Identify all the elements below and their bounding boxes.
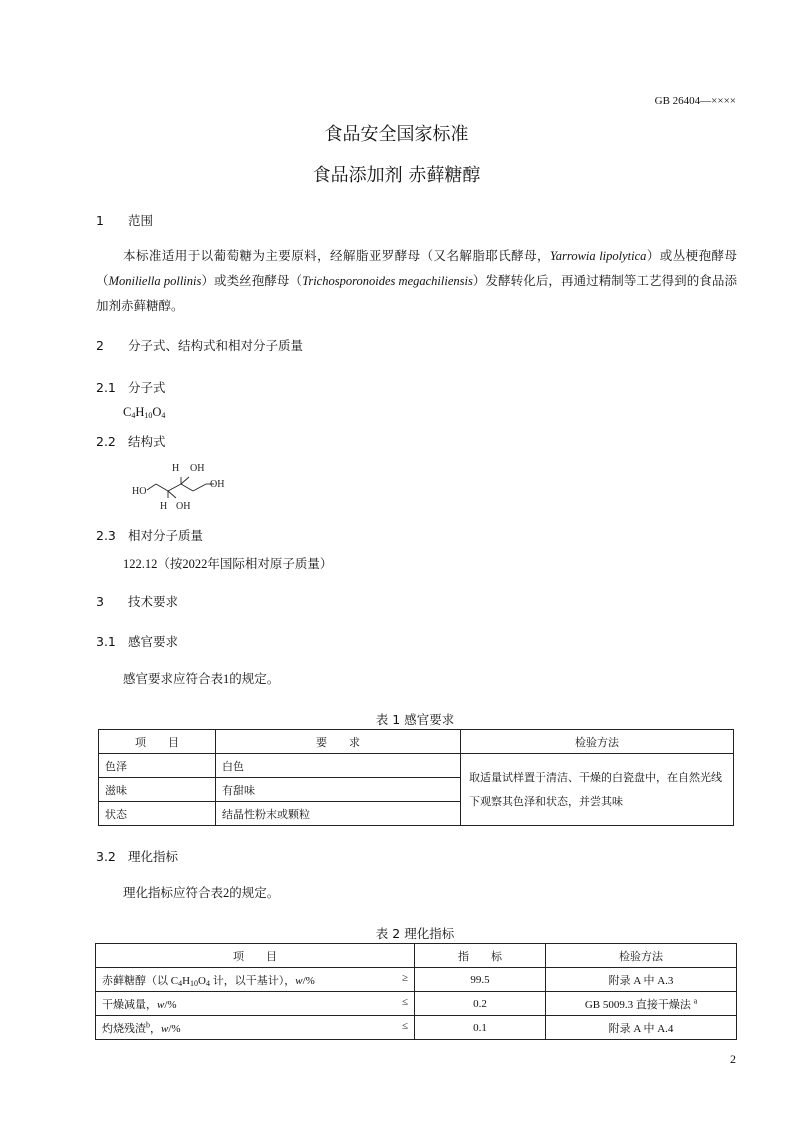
section-number: 2.2 — [96, 434, 116, 449]
table-1-caption: 表 1 感官要求 — [375, 712, 455, 727]
table-cell: 0.2 — [415, 992, 546, 1016]
table-cell: 干燥减量，w/% ≤ — [96, 992, 415, 1016]
section-number: 3.1 — [96, 634, 116, 649]
comparison-symbol: ≤ — [401, 1019, 408, 1032]
column-header: 要 求 — [216, 730, 461, 754]
table-cell: 白色 — [216, 754, 461, 778]
species-name: Moniliella pollinis — [108, 274, 202, 288]
table-header-row — [96, 944, 737, 968]
table-cell: 附录 A 中 A.3 — [546, 968, 737, 992]
table-row — [96, 968, 737, 992]
section-2-3-heading — [96, 526, 203, 544]
standard-number: GB 26404—×××× — [654, 95, 736, 107]
section-title: 分子式、结构式和相对分子质量 — [128, 338, 304, 353]
table-cell: GB 5009.3 直接干燥法 $^a$ — [546, 992, 737, 1016]
section-number: 3 — [96, 594, 104, 609]
section-3-1-heading — [96, 632, 178, 650]
label-h: H — [172, 463, 180, 474]
section-number: 2.3 — [96, 528, 116, 543]
section-number: 1 — [96, 213, 104, 228]
species-name: Trichosporonoides megachiliensis — [302, 274, 473, 288]
table-cell: 0.1 — [415, 1016, 546, 1040]
section-number: 2 — [96, 338, 104, 353]
label-ho: HO — [132, 486, 147, 497]
page-subtitle: 食品添加剂 赤藓糖醇 — [312, 165, 481, 186]
table-header-row — [99, 730, 734, 754]
page-number: 2 — [730, 1052, 736, 1066]
physchem-table — [95, 943, 737, 1040]
label-oh: OH — [176, 501, 191, 512]
table-row — [96, 1016, 737, 1040]
scope-text: ）或丛梗孢酵母（ — [96, 249, 737, 288]
section-3-2-heading — [96, 847, 178, 865]
label-oh: OH — [210, 479, 225, 490]
section-2-heading — [96, 336, 303, 354]
table-cell: 灼烧残渣$^b$，w/% ≤ — [96, 1016, 415, 1040]
section-number: 2.1 — [96, 380, 116, 395]
column-header: 检验方法 — [461, 730, 734, 754]
section-2-2-heading — [96, 432, 166, 450]
scope-text: 本标准适用于以葡萄糖为主要原料，经解脂亚罗酵母（又名解脂耶氏酵母， — [123, 249, 550, 263]
table-cell: 附录 A 中 A.4 — [546, 1016, 737, 1040]
table-cell: 99.5 — [415, 968, 546, 992]
method-cell: 取适量试样置于清洁、干燥的白瓷盘中，在自然光线下观察其色泽和状态，并尝其味 — [461, 754, 734, 826]
column-header: 检验方法 — [546, 944, 737, 968]
table-2-caption: 表 2 理化指标 — [375, 926, 455, 941]
table-row — [96, 992, 737, 1016]
scope-paragraph — [96, 244, 737, 319]
label-oh: OH — [190, 463, 205, 474]
section-title: 范围 — [128, 213, 154, 228]
section-2-1-heading — [96, 378, 166, 396]
comparison-symbol: ≥ — [401, 971, 408, 984]
section-title: 理化指标 — [128, 849, 179, 864]
column-header: 项 目 — [99, 730, 216, 754]
molecular-formula: $C_4H_{10}O_4$ — [123, 405, 166, 420]
sensory-table — [98, 729, 734, 826]
column-header: 指 标 — [415, 944, 546, 968]
section-title: 技术要求 — [128, 594, 179, 609]
table-cell: 色泽 — [99, 754, 216, 778]
scope-text: ）或类丝孢酵母（ — [201, 274, 303, 288]
physchem-intro: 理化指标应符合表2的规定。 — [123, 886, 280, 900]
section-title: 结构式 — [128, 434, 166, 449]
table-cell: 结晶性粉末或颗粒 — [216, 802, 461, 826]
section-number: 3.2 — [96, 849, 116, 864]
column-header: 项 目 — [96, 944, 415, 968]
section-3-heading — [96, 592, 178, 610]
species-name: Yarrowia lipolytica — [550, 249, 647, 263]
sensory-intro: 感官要求应符合表1的规定。 — [123, 672, 280, 686]
scope-text: ）发酵转化后，再通过精制等工艺得到的食品添加剂赤藓糖醇。 — [96, 274, 737, 313]
section-title: 分子式 — [128, 380, 166, 395]
table-cell: 滋味 — [99, 778, 216, 802]
table-cell: 有甜味 — [216, 778, 461, 802]
table-cell: 状态 — [99, 802, 216, 826]
section-title: 相对分子质量 — [128, 528, 204, 543]
molecular-mass: 122.12（按2022年国际相对原子质量） — [123, 557, 333, 571]
section-title: 感官要求 — [128, 634, 179, 649]
table-cell: 赤藓糖醇（以 $C_4H_{10}O_4$ 计，以干基计），w/% ≥ — [96, 968, 415, 992]
page-title: 食品安全国家标准 — [324, 124, 469, 145]
structural-formula — [128, 458, 238, 516]
table-row — [99, 754, 734, 778]
label-h: H — [160, 501, 168, 512]
section-1-heading — [96, 211, 153, 229]
comparison-symbol: ≤ — [401, 995, 408, 1008]
